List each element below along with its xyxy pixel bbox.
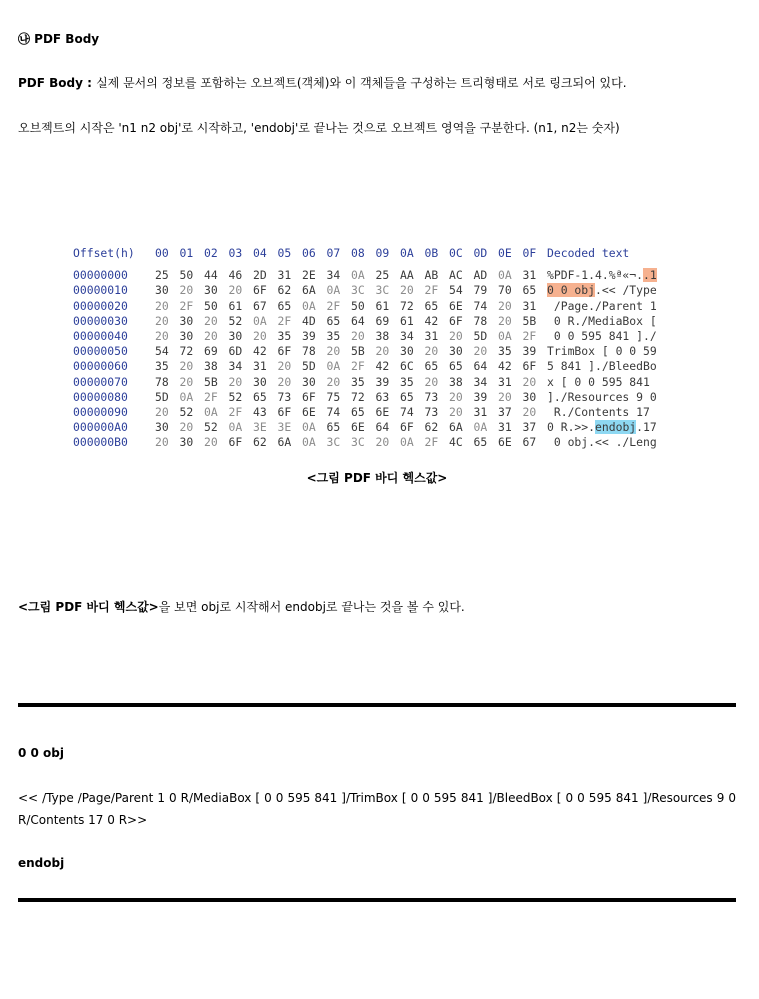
row-offset: 00000000 [73, 268, 128, 283]
hex-byte: 69 [204, 344, 218, 359]
column-header: 08 [351, 246, 365, 260]
hex-byte: 20 [204, 435, 218, 450]
hex-byte: 20 [179, 283, 194, 298]
hex-byte: 30 [179, 435, 194, 450]
hex-byte: 52 [228, 389, 243, 404]
row-offset: 00000050 [73, 344, 128, 359]
column-header: 0C [449, 246, 463, 260]
hex-byte: 20 [375, 344, 390, 359]
hex-byte: 20 [375, 435, 390, 450]
hex-byte: 6E [351, 420, 365, 435]
decoded-text [547, 268, 677, 283]
body-definition-paragraph [18, 74, 627, 91]
hex-byte: 20 [326, 374, 341, 389]
hex-byte: 31 [277, 268, 292, 283]
hex-byte: 46 [228, 268, 243, 283]
row-offset: 00000070 [73, 374, 128, 389]
hex-byte: 20 [179, 359, 194, 374]
hex-byte: 67 [253, 298, 267, 313]
hex-byte: 3C [375, 283, 390, 298]
row-bytes [155, 283, 547, 298]
hex-byte: 42 [253, 344, 267, 359]
hex-byte: 30 [179, 328, 194, 343]
row-offset: 00000020 [73, 298, 128, 313]
hex-byte: 37 [522, 420, 537, 435]
hex-byte: 0A [400, 435, 414, 450]
hex-byte: 2F [179, 298, 194, 313]
hex-byte: 20 [522, 374, 537, 389]
hex-byte: 3E [253, 420, 267, 435]
hex-byte: 30 [204, 283, 218, 298]
hex-byte: 20 [155, 313, 169, 328]
offset-header: Offset(h) [73, 246, 135, 260]
hex-byte: 6E [375, 404, 390, 419]
hex-byte: 20 [179, 374, 194, 389]
hex-byte: 0A [326, 359, 341, 374]
hex-byte: 6D [228, 344, 243, 359]
column-headers [155, 246, 547, 261]
row-bytes [155, 390, 547, 405]
decoded-text: TrimBox [ 0 0 59 [547, 344, 657, 359]
hex-byte: 79 [473, 283, 488, 298]
row-offset: 00000060 [73, 359, 128, 374]
hex-byte: 65 [326, 420, 341, 435]
hex-byte: 63 [375, 389, 390, 404]
decoded-text-post: .<< /Type [595, 283, 657, 298]
hex-byte: 30 [400, 344, 414, 359]
figure-caption: <그림 PDF 바디 헥스값> [306, 471, 448, 485]
hex-byte: 72 [400, 298, 414, 313]
hex-byte: 34 [400, 328, 414, 343]
hex-byte: 0A [302, 435, 316, 450]
hex-byte: 31 [253, 359, 267, 374]
decoded-text-highlight: .1 [643, 268, 657, 283]
row-bytes [155, 375, 547, 390]
code-obj-end: endobj [18, 856, 65, 870]
hex-byte: 6A [449, 420, 463, 435]
hex-byte: 35 [277, 328, 292, 343]
hex-byte: 65 [473, 435, 488, 450]
hex-byte: 6F [302, 389, 316, 404]
hex-byte: 35 [351, 374, 365, 389]
hex-byte: 6F [277, 404, 292, 419]
row-offset: 00000030 [73, 313, 128, 328]
hex-byte: 20 [179, 420, 194, 435]
hex-byte: 50 [204, 298, 218, 313]
hex-byte: 5B [351, 344, 365, 359]
hex-byte: 6C [400, 359, 414, 374]
hex-byte: 20 [498, 389, 512, 404]
hex-byte: 50 [351, 298, 365, 313]
hex-byte: 65 [400, 389, 414, 404]
hex-byte: 6F [449, 313, 463, 328]
hex-byte: 31 [522, 268, 537, 283]
hex-byte: 69 [375, 313, 390, 328]
hex-byte: 65 [522, 283, 537, 298]
hex-byte: 30 [449, 344, 463, 359]
bottom-rule [18, 898, 736, 902]
hex-byte: 50 [179, 268, 194, 283]
hex-byte: 2D [253, 268, 267, 283]
hex-byte: 39 [473, 389, 488, 404]
hex-byte: 20 [277, 374, 292, 389]
column-header: 01 [179, 246, 194, 260]
column-header: 06 [302, 246, 316, 260]
hex-byte: 0A [473, 420, 488, 435]
hex-byte: 62 [277, 283, 292, 298]
hex-row [73, 344, 693, 359]
hex-byte: 3C [351, 283, 365, 298]
hex-byte: 31 [473, 404, 488, 419]
row-offset: 00000080 [73, 389, 128, 404]
hex-byte: 64 [375, 420, 390, 435]
decoded-text-highlight: 0 0 obj [547, 283, 596, 298]
hex-row [73, 390, 693, 405]
hex-byte: AB [424, 268, 439, 283]
figure-reference-text: 을 보면 obj로 시작해서 endobj로 끝나는 것을 볼 수 있다. [158, 600, 465, 614]
column-header: 0F [522, 246, 537, 260]
hex-byte: 2F [277, 313, 292, 328]
hex-row [73, 420, 693, 435]
hex-byte: 20 [424, 374, 439, 389]
hex-byte: 2F [204, 389, 218, 404]
hex-byte: 72 [351, 389, 365, 404]
hex-byte: 31 [498, 374, 512, 389]
hex-byte: 65 [449, 359, 463, 374]
hex-byte: 6F [253, 283, 267, 298]
hex-row [73, 314, 693, 329]
row-bytes [155, 299, 547, 314]
column-header: 04 [253, 246, 267, 260]
hex-byte: 73 [277, 389, 292, 404]
hex-byte: 65 [253, 389, 267, 404]
row-bytes [155, 405, 547, 420]
hex-byte: 62 [253, 435, 267, 450]
hex-byte: 42 [375, 359, 390, 374]
hex-byte: 20 [253, 328, 267, 343]
column-header: 03 [228, 246, 243, 260]
column-header: 09 [375, 246, 390, 260]
hex-byte: 2F [424, 283, 439, 298]
hex-byte: 20 [326, 344, 341, 359]
definition-text: 실제 문서의 정보를 포함하는 오브젝트(객체)와 이 객체들을 구성하는 트리형태로 서로 링크되어 있다. [96, 76, 627, 90]
hex-byte: 6A [277, 435, 292, 450]
hex-byte: 78 [302, 344, 316, 359]
row-bytes [155, 420, 547, 435]
hex-byte: 0A [253, 313, 267, 328]
row-offset: 00000090 [73, 404, 128, 419]
hex-byte: 44 [204, 268, 218, 283]
row-bytes [155, 344, 547, 359]
row-bytes [155, 314, 547, 329]
hex-byte: 65 [424, 359, 439, 374]
hex-row [73, 329, 693, 344]
hex-byte: 4D [302, 313, 316, 328]
hex-byte: 25 [155, 268, 169, 283]
hex-byte: 20 [498, 313, 512, 328]
hex-byte: 78 [155, 374, 169, 389]
hex-byte: 20 [155, 404, 169, 419]
hex-byte: 34 [326, 268, 341, 283]
hex-byte: 65 [351, 404, 365, 419]
hex-byte: 20 [155, 298, 169, 313]
hex-byte: 2F [424, 435, 439, 450]
column-header: 0D [473, 246, 488, 260]
hex-row [73, 299, 693, 314]
hex-byte: 54 [155, 344, 169, 359]
hex-byte: 30 [228, 328, 243, 343]
hex-byte: 35 [400, 374, 414, 389]
hex-byte: 20 [204, 328, 218, 343]
decoded-text [547, 420, 677, 435]
hex-byte: 38 [204, 359, 218, 374]
hex-byte: 73 [424, 404, 439, 419]
hex-byte: 20 [155, 328, 169, 343]
decoded-text-pre: %PDF-1.4.%ª«¬. [547, 268, 644, 283]
hex-row [73, 405, 693, 420]
hex-row [73, 268, 693, 283]
hex-byte: 30 [155, 283, 169, 298]
hex-byte: 20 [351, 328, 365, 343]
hex-byte: 65 [277, 298, 292, 313]
hex-byte: 39 [522, 344, 537, 359]
hex-byte: 31 [424, 328, 439, 343]
hex-byte: 65 [424, 298, 439, 313]
hex-byte: 0A [498, 328, 512, 343]
hex-byte: 62 [424, 420, 439, 435]
hex-byte: 0A [228, 420, 243, 435]
hex-byte: 78 [473, 313, 488, 328]
hex-byte: 52 [179, 404, 194, 419]
hex-byte: 30 [522, 389, 537, 404]
decoded-text-header: Decoded text [547, 246, 630, 260]
column-header: 00 [155, 246, 169, 260]
row-offset: 00000010 [73, 283, 128, 298]
hex-byte: 6F [228, 435, 243, 450]
hex-byte: 30 [179, 313, 194, 328]
hex-byte: 67 [522, 435, 537, 450]
decoded-text: x [ 0 0 595 841 [547, 374, 657, 389]
hex-byte: 20 [449, 404, 463, 419]
hex-byte: 20 [400, 283, 414, 298]
hex-byte: 43 [253, 404, 267, 419]
row-bytes [155, 359, 547, 374]
column-header: 0E [498, 246, 512, 260]
hex-byte: 0A [351, 268, 365, 283]
hex-byte: 2E [302, 268, 316, 283]
hex-byte: 73 [424, 389, 439, 404]
hex-byte: 0A [498, 268, 512, 283]
hex-byte: AA [400, 268, 414, 283]
hex-byte: 42 [424, 313, 439, 328]
section-heading: ㉯ PDF Body [18, 32, 100, 46]
hex-byte: 38 [375, 328, 390, 343]
hex-byte: 6A [302, 283, 316, 298]
hex-byte: 35 [326, 328, 341, 343]
hex-byte: AD [473, 268, 488, 283]
hex-byte: 6E [302, 404, 316, 419]
hex-byte: 39 [302, 328, 316, 343]
row-bytes [155, 268, 547, 283]
hex-byte: 4C [449, 435, 463, 450]
hex-byte: 74 [400, 404, 414, 419]
decoded-text-post: .17 [636, 420, 657, 435]
hex-byte: 20 [449, 328, 463, 343]
hex-byte: 54 [449, 283, 463, 298]
hex-byte: 35 [155, 359, 169, 374]
decoded-text: 0 0 595 841 ]./ [547, 328, 657, 343]
hex-byte: 20 [498, 298, 512, 313]
column-header: 07 [326, 246, 341, 260]
hex-byte: 31 [522, 298, 537, 313]
hex-byte: 20 [473, 344, 488, 359]
row-offset: 000000A0 [73, 420, 128, 435]
hex-row [73, 375, 693, 390]
decoded-text: R./Contents 17 [547, 404, 657, 419]
hex-byte: 0A [204, 404, 218, 419]
column-header: 0B [424, 246, 439, 260]
hex-byte: 52 [228, 313, 243, 328]
hex-byte: 5D [155, 389, 169, 404]
hex-byte: 65 [326, 313, 341, 328]
decoded-text [547, 283, 677, 298]
hex-byte: 6F [522, 359, 537, 374]
row-bytes [155, 329, 547, 344]
hex-byte: 64 [473, 359, 488, 374]
hex-byte: 20 [449, 389, 463, 404]
hex-byte: 0A [326, 283, 341, 298]
hex-row [73, 283, 693, 298]
hex-byte: 52 [204, 420, 218, 435]
hex-byte: 61 [228, 298, 243, 313]
row-bytes [155, 435, 547, 450]
hex-byte: 20 [522, 404, 537, 419]
hex-byte: 20 [204, 313, 218, 328]
hex-byte: 74 [326, 404, 341, 419]
hex-byte: 74 [473, 298, 488, 313]
row-offset: 000000B0 [73, 435, 128, 450]
hex-byte: 6E [498, 435, 512, 450]
hex-byte: 5D [473, 328, 488, 343]
hex-byte: 5D [302, 359, 316, 374]
hex-byte: 30 [253, 374, 267, 389]
hex-byte: 20 [228, 283, 243, 298]
hex-byte: 0A [302, 420, 316, 435]
code-obj-start: 0 0 obj [18, 746, 65, 760]
top-rule [18, 703, 736, 707]
hex-byte: 3E [277, 420, 292, 435]
figure-reference-paragraph [18, 598, 465, 615]
hex-rows [73, 268, 693, 450]
decoded-text-highlight: endobj [595, 420, 637, 435]
hex-byte: 38 [449, 374, 463, 389]
hex-byte: 75 [326, 389, 341, 404]
hex-byte: 0A [302, 298, 316, 313]
hex-header-row [73, 246, 693, 261]
hex-byte: 42 [498, 359, 512, 374]
hex-byte: 20 [155, 435, 169, 450]
term-pdf-body: PDF Body [18, 76, 83, 90]
object-range-paragraph: 오브젝트의 시작은 'n1 n2 obj'로 시작하고, 'endobj'로 끝나는 것으로 오브젝트 영역을 구분한다. (n1, n2는 숫자) [18, 121, 620, 135]
hex-byte: 2F [228, 404, 243, 419]
decoded-text: /Page./Parent 1 [547, 298, 657, 313]
hex-byte: 5B [522, 313, 537, 328]
hex-byte: 31 [498, 420, 512, 435]
column-header: 0A [400, 246, 414, 260]
hex-byte: 6F [277, 344, 292, 359]
hex-byte: 72 [179, 344, 194, 359]
hex-byte: 2F [522, 328, 537, 343]
hex-byte: 39 [375, 374, 390, 389]
hex-byte: 2F [326, 298, 341, 313]
hex-byte: 37 [498, 404, 512, 419]
hex-byte: 3C [351, 435, 365, 450]
code-dictionary: << /Type /Page/Parent 1 0 R/MediaBox [ 0 0 595 841 ]/TrimBox [ 0 0 595 841 ]/BleedBox [ 0 0 595 841 ]/Resources 9 0 R/Contents 17 0 R>> [18, 791, 736, 827]
column-header: 02 [204, 246, 218, 260]
hex-byte: 2F [351, 359, 365, 374]
hex-byte: 64 [351, 313, 365, 328]
hex-dump-figure [73, 246, 693, 450]
hex-byte: 0A [179, 389, 194, 404]
hex-row [73, 435, 693, 450]
figure-reference: <그림 PDF 바디 헥스값> [18, 600, 159, 614]
column-header: 05 [277, 246, 292, 260]
hex-byte: 61 [400, 313, 414, 328]
term-separator: : [82, 76, 97, 90]
hex-byte: 20 [424, 344, 439, 359]
hex-byte: 35 [498, 344, 512, 359]
hex-byte: 6F [400, 420, 414, 435]
hex-byte: 30 [155, 420, 169, 435]
hex-byte: 34 [473, 374, 488, 389]
decoded-text: 5 841 ]./BleedBo [547, 359, 657, 374]
decoded-text: ]./Resources 9 0 [547, 389, 657, 404]
hex-byte: AC [449, 268, 463, 283]
hex-byte: 70 [498, 283, 512, 298]
hex-byte: 5B [204, 374, 218, 389]
decoded-text: 0 R./MediaBox [ [547, 313, 657, 328]
row-offset: 00000040 [73, 328, 128, 343]
decoded-text: 0 obj.<< ./Leng [547, 435, 657, 450]
hex-byte: 20 [228, 374, 243, 389]
hex-row [73, 359, 693, 374]
hex-byte: 3C [326, 435, 341, 450]
hex-byte: 34 [228, 359, 243, 374]
hex-byte: 20 [277, 359, 292, 374]
hex-byte: 30 [302, 374, 316, 389]
decoded-text-pre: 0 R.>>. [547, 420, 596, 435]
hex-byte: 61 [375, 298, 390, 313]
hex-byte: 6E [449, 298, 463, 313]
hex-byte: 25 [375, 268, 390, 283]
